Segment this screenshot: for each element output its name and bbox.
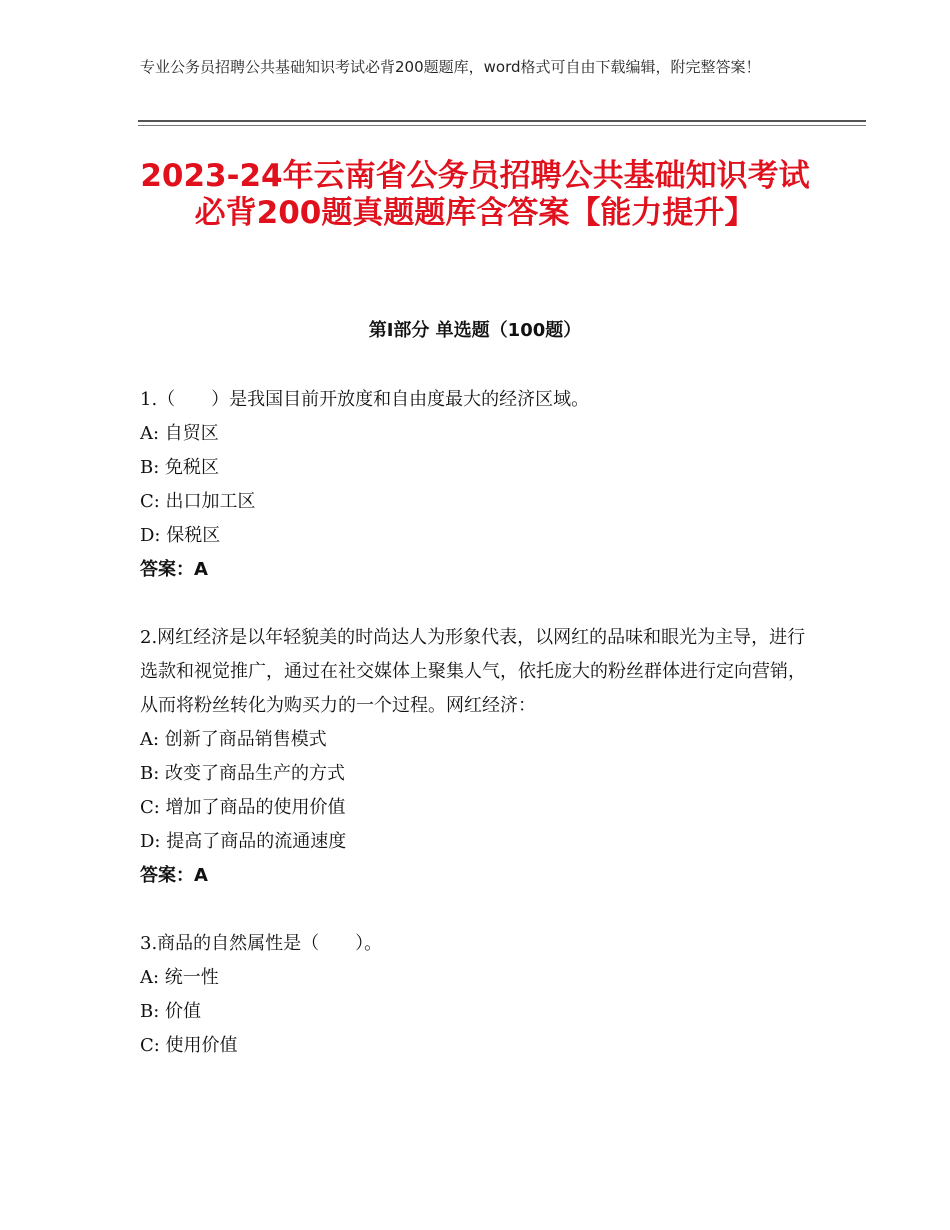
option-a: A: 自贸区 (140, 423, 219, 444)
option-c: C: 增加了商品的使用价值 (140, 797, 346, 818)
option-b: B: 免税区 (140, 457, 220, 478)
question-3 (140, 927, 810, 1063)
question-stem: 1.（ ）是我国目前开放度和自由度最大的经济区域。 (140, 389, 590, 410)
option-b: B: 改变了商品生产的方式 (140, 763, 346, 784)
section-title: 第Ⅰ部分 单选题（100题） (368, 320, 582, 341)
question-list (140, 383, 810, 1097)
option-d: D: 提高了商品的流通速度 (140, 831, 347, 852)
question-2 (140, 621, 810, 893)
option-a: A: 创新了商品销售模式 (140, 729, 327, 750)
option-d: D: 保税区 (140, 525, 221, 546)
header-divider-thick (138, 120, 866, 122)
answer: 答案：A (140, 865, 208, 886)
document-title: 2023-24年云南省公务员招聘公共基础知识考试必背200题真题题库含答案【能力提升】 (140, 158, 810, 231)
question-stem: 3.商品的自然属性是（ ）。 (140, 933, 383, 954)
option-a: A: 统一性 (140, 967, 219, 988)
question-stem: 2.网红经济是以年轻貌美的时尚达人为形象代表，以网红的品味和眼光为主导，进行选款和视觉推广，通过在社交媒体上聚集人气，依托庞大的粉丝群体进行定向营销，从而将粉丝转化为购买力的一个过程。网红经济： (140, 627, 806, 716)
question-1 (140, 383, 810, 587)
option-c: C: 使用价值 (140, 1035, 238, 1056)
header-divider-thin (138, 125, 866, 126)
option-b: B: 价值 (140, 1001, 202, 1022)
option-c: C: 出口加工区 (140, 491, 256, 512)
answer: 答案：A (140, 559, 208, 580)
header-note: 专业公务员招聘公共基础知识考试必背200题题库，word格式可自由下载编辑，附完整答案！ (140, 58, 761, 76)
